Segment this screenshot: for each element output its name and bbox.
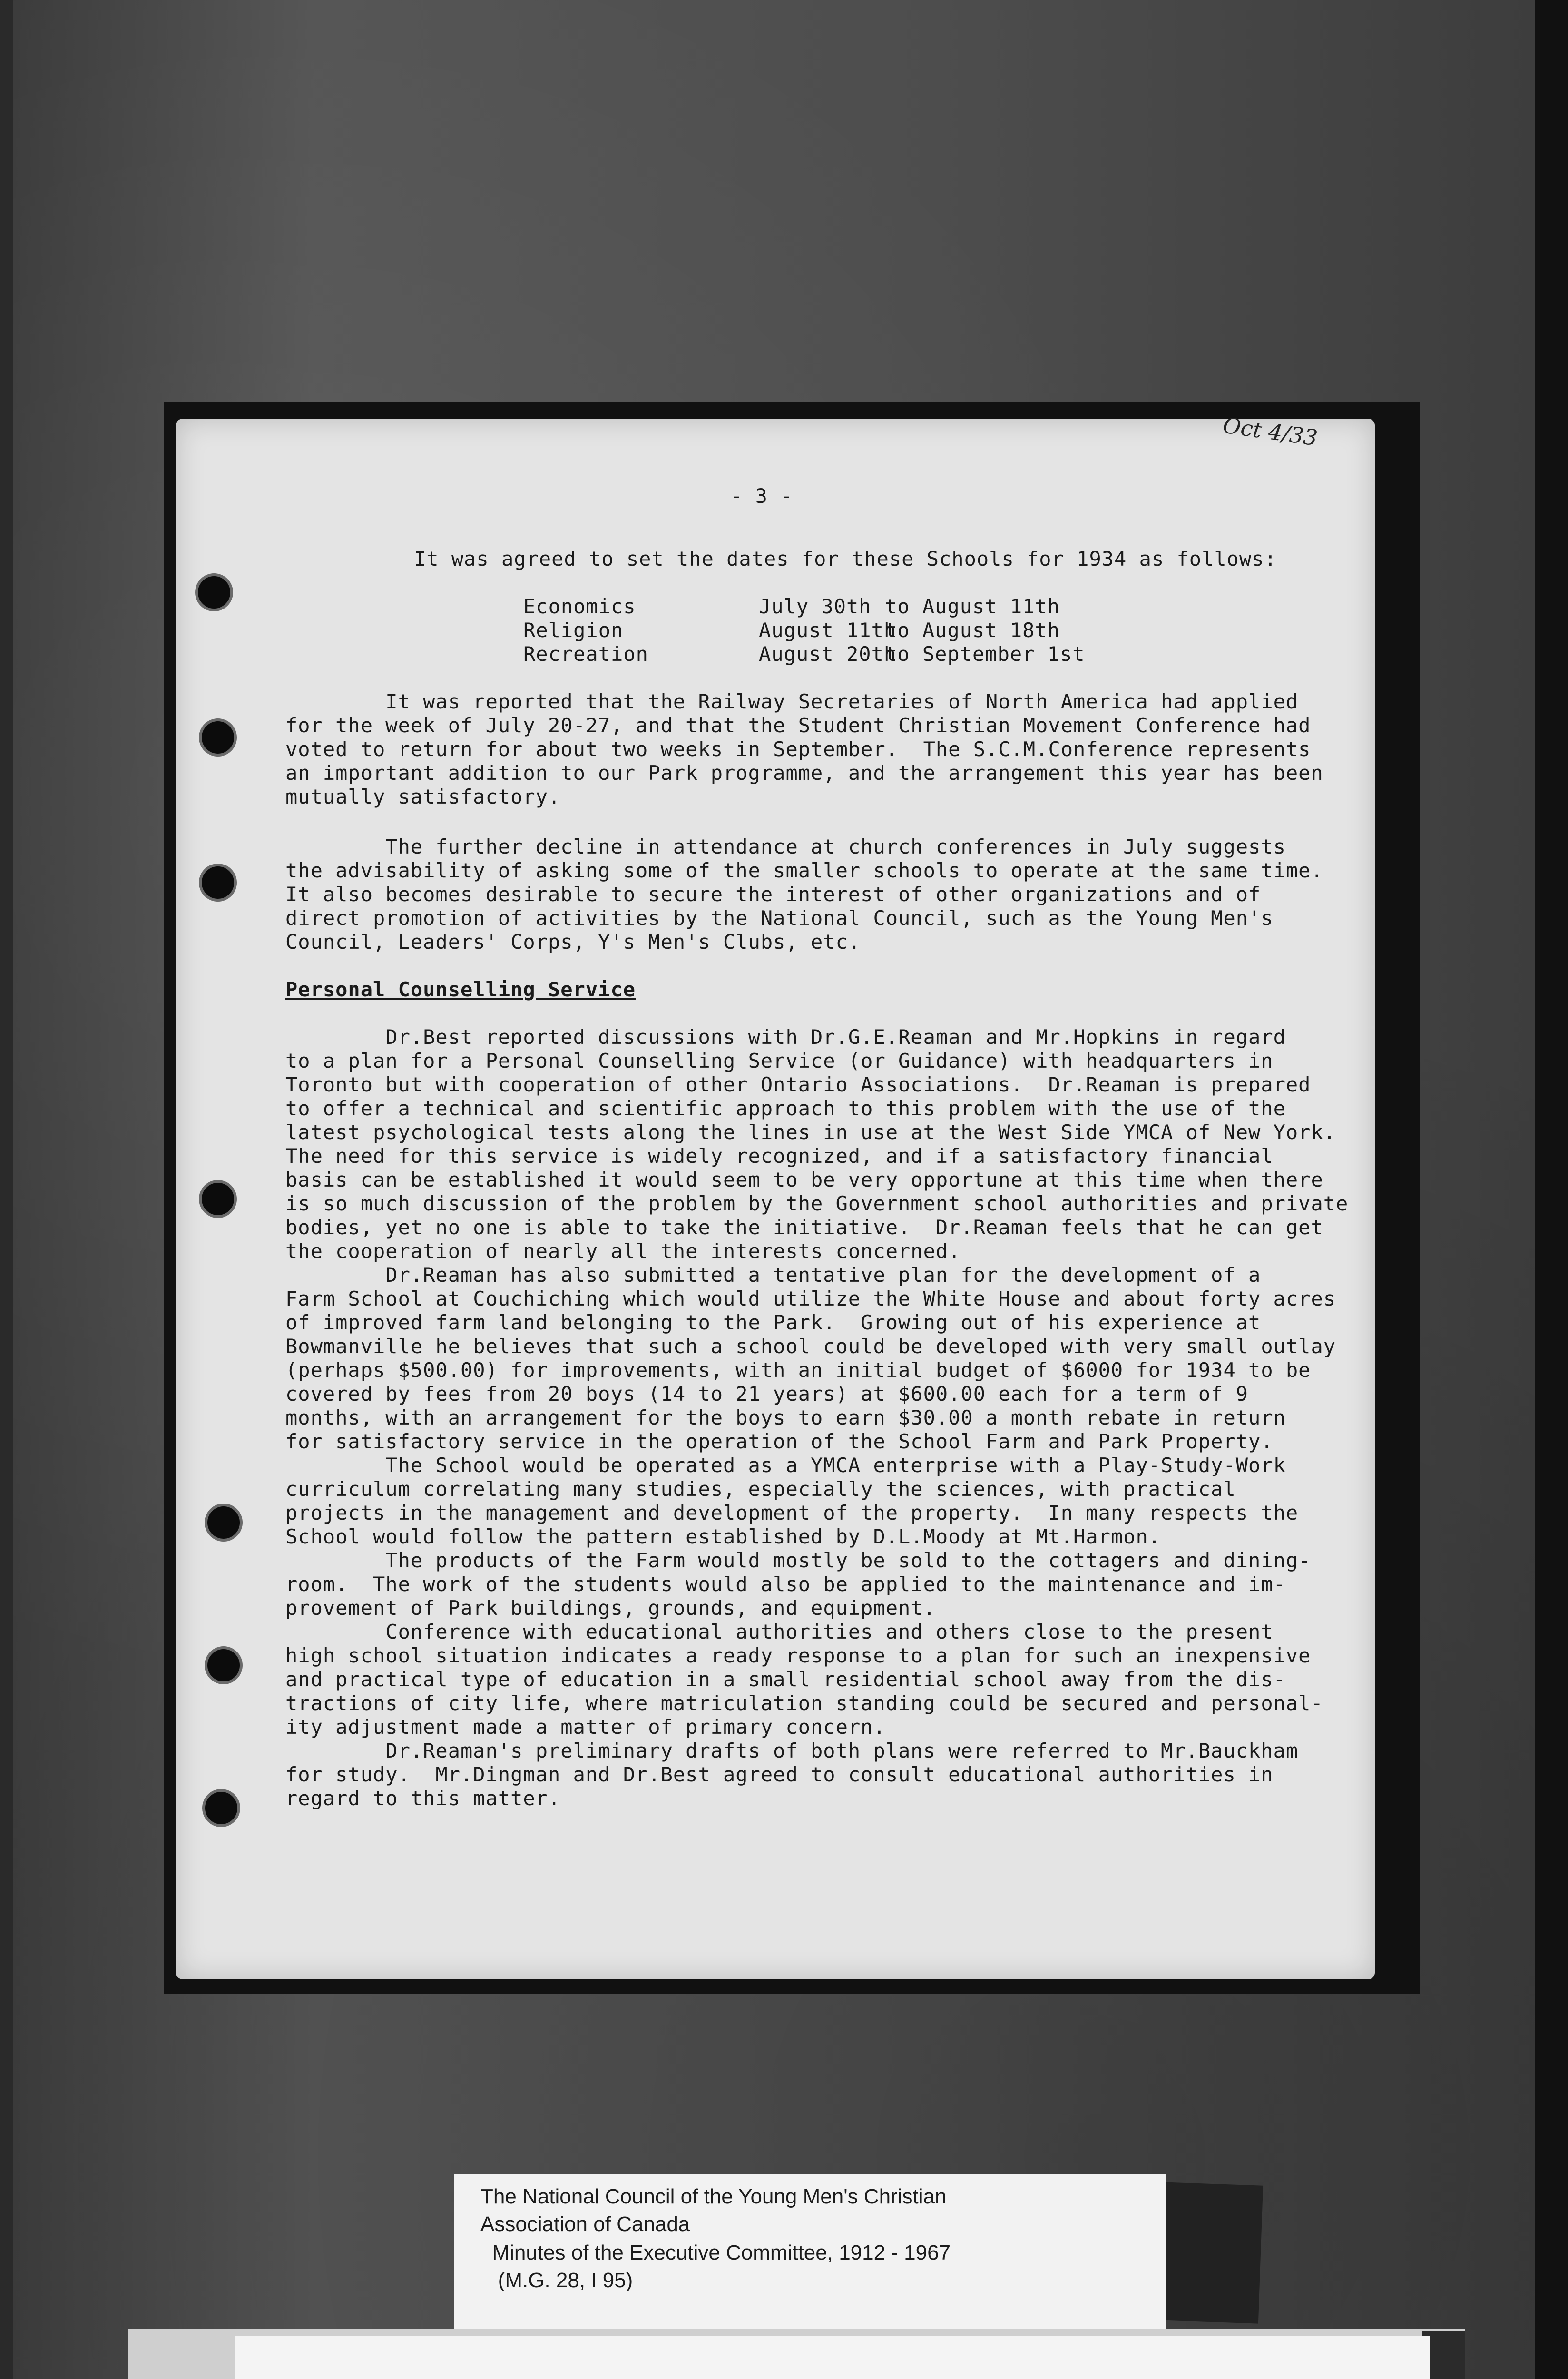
label-line: The National Council of the Young Men's Christian [480,2185,947,2208]
handwritten-date-note: Oct 4/33 [1221,412,1319,451]
schedule-to: to September 1st [885,642,1085,666]
label-line: (M.G. 28, I 95) [480,2269,633,2292]
binder-hole-icon [199,1180,237,1218]
schedule-to: to August 11th [885,595,1060,618]
binder-hole-icon [205,1646,243,1684]
film-border-right [1535,0,1568,2379]
schedule-from: August 11th [759,619,897,642]
film-border-left [0,0,13,2379]
label-line: Association of Canada [480,2212,690,2236]
binder-hole-icon [205,1504,243,1542]
binder-hole-icon [199,864,237,902]
schedule-school: Economics [523,595,636,618]
paragraph-counselling-service: Dr.Best reported discussions with Dr.G.E.Reaman and Mr.Hopkins in regard to a plan for a Personal Counselling Service (or Guidance) with headquarters in Toronto but with cooperation of other Ontario Associations. Dr.Reaman is prepared to offer a technical and scientific approach to this problem with the use of the latest psychological tests along the lines in use at the West Side YMCA of New York. The need for this service is widely recognized, and if a satisfactory financial basis can be established it would seem to be very opportune at this time when there is so much discussion of the problem by the Government school authorities and private bodies, yet no one is able to take the initiative. Dr.Reaman feels that he can get the cooperation of nearly all the interests concerned. Dr.Reaman has also submitted a tentative plan for the development of a Farm School at Couchiching which would utilize the White House and about forty acres of improved farm land belonging to the Park. Growing out of his experience at Bowmanville he believes that such a school could be developed with very small outlay (perhaps $500.00) for improvements, with an initial budget of $6000 for 1934 to be covered by fees from 20 boys (14 to 21 years) at $600.00 each for a term of 9 months, with an arrangement for the boys to earn $30.00 a month rebate in return for satisfactory service in the operation of the School Farm and Park Property. The School would be operated as a YMCA enterprise with a Play-Study-Work curriculum correlating many studies, especially the sciences, with practical projects in the management and development of the property. In many respects the School would follow the pattern established by D.L.Moody at Mt.Harmon. The products of the Farm would mostly be sold to the cottagers and dining- room. The work of the students would also be applied to the maintenance and im- provement of Park buildings, grounds, and equipment. Conference with educational authorities and others close to the present high school situation indicates a ready response to a plan for such an inexpensive and practical type of education in a small residential school away from the dis- tractions of city life, where matriculation standing could be secured and personal- ity adjustment made a matter of primary concern. Dr.Reaman's preliminary drafts of both plans were referred to Mr.Bauckham for study. Mr.Dingman and Dr.Best agreed to consult educational authorities in regard to this matter. [285,1025,1349,1810]
label-line: Minutes of the Executive Committee, 1912 - 1967 [480,2241,951,2264]
schedule-to: to August 18th [885,619,1060,642]
binder-hole-icon [199,718,237,757]
tape-strip [1158,2182,1263,2323]
schedule-intro: It was agreed to set the dates for these Schools for 1934 as follows: [414,547,1277,570]
schedule-from: July 30th [759,595,872,618]
schedule-from: August 20th [759,642,897,666]
binder-hole-icon [195,573,233,611]
binder-hole-icon [202,1789,240,1827]
archive-label-card [454,2174,1166,2331]
section-heading: Personal Counselling Service [285,978,636,1001]
archive-stamp [235,2336,1430,2379]
paragraph-railway-secretaries: It was reported that the Railway Secretaries of North America had applied for the week of July 20-27, and that the Student Christian Movement Conference had voted to return for about two weeks in September. The S.C.M.Conference represents an important addition to our Park programme, and the arrangement this year has been mutually satisfactory. [285,690,1323,808]
schedule-school: Religion [523,619,624,642]
paragraph-attendance-decline: The further decline in attendance at church conferences in July suggests the advisability of asking some of the smaller schools to operate at the same time. It also becomes desirable to secure the interest of other organizations and of direct promotion of activities by the National Council, such as the Young Men's Council, Leaders' Corps, Y's Men's Clubs, etc. [285,835,1323,954]
page-number: - 3 - [730,484,793,508]
schedule-school: Recreation [523,642,648,666]
